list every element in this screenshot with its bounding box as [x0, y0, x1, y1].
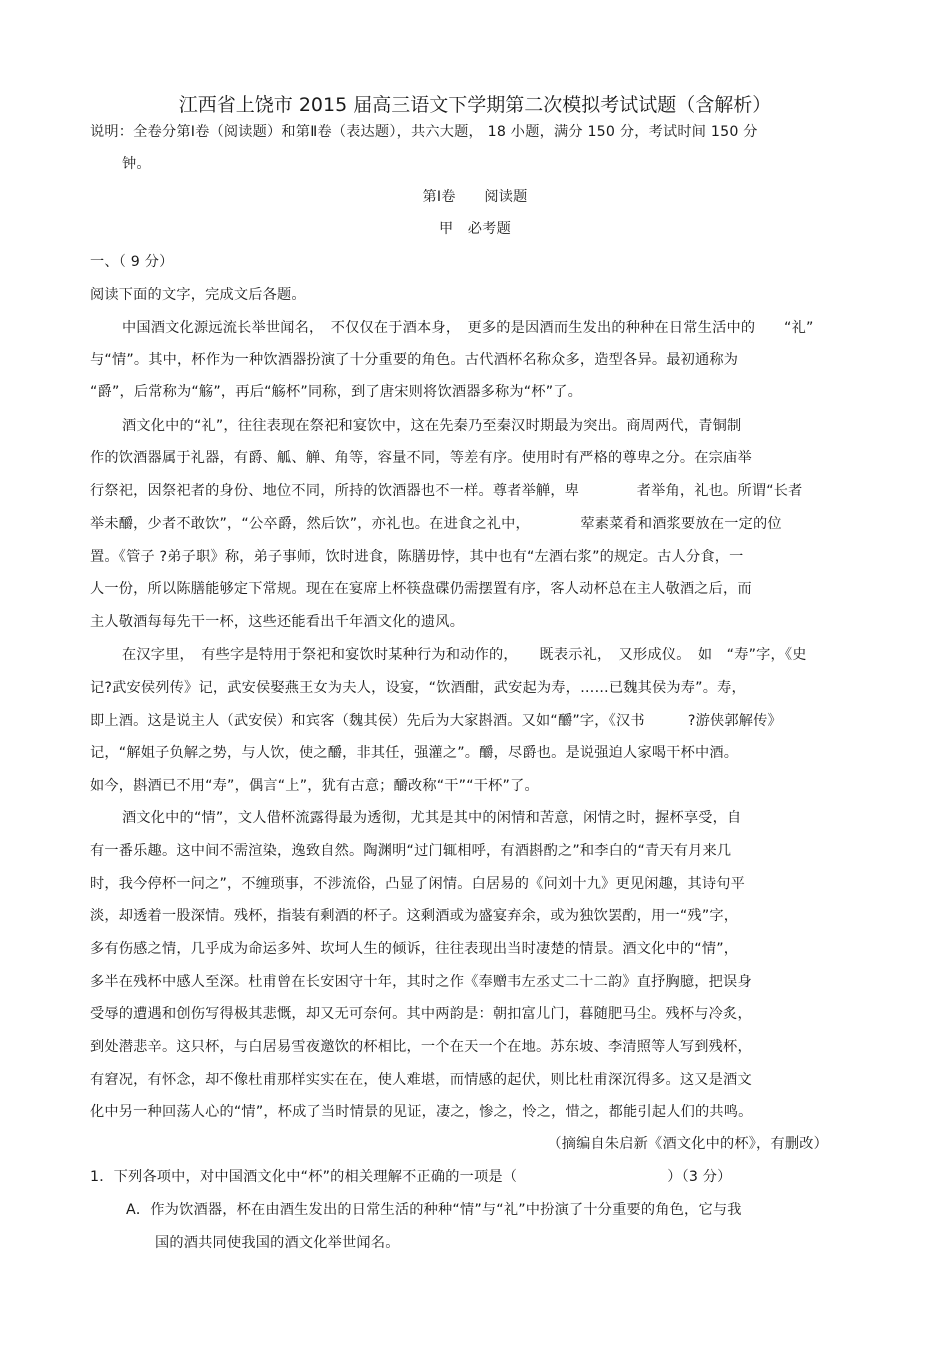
- document-title: 江西省上饶市 2015 届高三语文下学期第二次模拟考试试题（含解析）: [178, 94, 772, 116]
- question-1-score: ）（3 分）: [667, 1169, 732, 1185]
- passage-line: 中国酒文化源远流长举世闻名， 不仅仅在于酒本身， 更多的是因酒而生发出的种种在日常生活中的 “礼”: [122, 320, 814, 336]
- passage-line: 有一番乐趣。这中间不需渲染，逸致自然。陶渊明“过门辄相呼，有酒斟酌之”和李白的“青天有月来几: [90, 843, 732, 859]
- part-one-heading: 一、（ 9 分）: [90, 254, 174, 270]
- passage-line: 酒文化中的“情”，文人借杯流露得最为透彻，尤其是其中的闲情和苦意，闲情之时，握杯享受，自: [122, 810, 742, 826]
- passage-line: 行祭祀，因祭祀者的身份、地位不同，所持的饮酒器也不一样。尊者举觯，卑 者举角，礼也。所谓“长者: [90, 483, 803, 499]
- passage-line: 置。《管子 ?弟子职》称，弟子事师，饮时进食，陈膳毋悖，其中也有“左酒右浆”的规定。古人分食，一: [90, 549, 744, 565]
- passage-line: 在汉字里， 有些字是特用于祭祀和宴饮时某种行为和动作的， 既表示礼， 又形成仪。 如 “寿”字，《史: [122, 647, 807, 663]
- question-1-option-a-continued: 国的酒共同使我国的酒文化举世闻名。: [155, 1235, 400, 1251]
- passage-line: 多半在残杯中感人至深。杜甫曾在长安困守十年，其时之作《奉赠韦左丞丈二十二韵》直抒胸臆，把误身: [90, 974, 752, 990]
- section-heading: 第Ⅰ卷 阅读题: [422, 189, 528, 205]
- passage-line: 与“情”。其中，杯作为一种饮酒器扮演了十分重要的角色。古代酒杯名称众多，造型各异。最初通称为: [90, 352, 739, 368]
- exam-note-continued: 钟。: [122, 156, 151, 172]
- passage-line: 淡，却透着一股深情。残杯，指装有剩酒的杯子。这剩酒或为盛宴弃余，或为独饮罢酌，用一“残”字，: [90, 908, 739, 924]
- question-1-stem-text: 1．下列各项中，对中国酒文化中“杯”的相关理解不正确的一项是（: [90, 1169, 518, 1185]
- passage-line: 时，我今停杯一问之”，不缠琐事，不涉流俗，凸显了闲情。白居易的《问刘十九》更见闲趣，其诗句平: [90, 876, 745, 892]
- passage-line: 多有伤感之情，几乎成为命运多舛、坎坷人生的倾诉，往往表现出当时凄楚的情景。酒文化中的“情”，: [90, 941, 739, 957]
- passage-line: 到处潜悲辛。这只杯，与白居易雪夜邀饮的杯相比，一个在天一个在地。苏东坡、李清照等人写到残杯，: [90, 1039, 752, 1055]
- passage-line: 如今，斟酒已不用“寿”，偶言“上”，犹有古意；釂改称“干”“干杯”了。: [90, 778, 539, 794]
- passage-line: “爵”，后常称为“觞”，再后“觞杯”同称，到了唐宋则将饮酒器多称为“杯”了。: [90, 384, 583, 400]
- passage-line: 举未釂，少者不敢饮”，“公卒爵，然后饮”，亦礼也。在进食之礼中， 荤素菜肴和酒浆要放在一定的位: [90, 516, 782, 532]
- passage-line: 有窘况，有怀念，却不像杜甫那样实实在在，使人难堪，而情感的起伏，则比杜甫深沉得多。这又是酒文: [90, 1072, 752, 1088]
- passage-line: 作的饮酒器属于礼器，有爵、觚、觯、角等，容量不同，等差有序。使用时有严格的尊卑之分。在宗庙举: [90, 450, 752, 466]
- passage-line: 化中另一种回荡人心的“情”，杯成了当时情景的见证，凄之，惨之，怜之，惜之，都能引起人们的共鸣。: [90, 1104, 753, 1120]
- subsection-heading: 甲 必考题: [439, 221, 511, 237]
- passage-line: 即上酒。这是说主人（武安侯）和宾客（魏其侯）先后为大家斟酒。又如“釂”字，《汉书 ?游侠郭解传》: [90, 713, 782, 729]
- passage-source: （摘编自朱启新《酒文化中的杯》，有删改）: [547, 1136, 828, 1152]
- passage-line: 酒文化中的“礼”，往往表现在祭祀和宴饮中，这在先秦乃至秦汉时期最为突出。商周两代，青铜制: [122, 418, 742, 434]
- question-1-stem: [90, 1167, 732, 1187]
- passage-line: 主人敬酒每每先干一杯，这些还能看出千年酒文化的遗风。: [90, 614, 465, 630]
- reading-instruction: 阅读下面的文字，完成文后各题。: [90, 287, 306, 303]
- question-1-option-a: A．作为饮酒器，杯在由酒生发出的日常生活的种种“情”与“礼”中扮演了十分重要的角色，它与我: [126, 1202, 742, 1218]
- passage-line: 记，“解姐子负解之势，与人饮，使之釂，非其任，强灌之”。釂，尽爵也。是说强迫人家喝干杯中酒。: [90, 745, 739, 761]
- exam-note: 说明：全卷分第Ⅰ卷（阅读题）和第Ⅱ卷（表达题），共六大题， 18 小题，满分 150 分，考试时间 150 分: [90, 124, 758, 140]
- passage-line: 人一份，所以陈膳能够定下常规。现在在宴席上杯筷盘碟仍需摆置有序，客人动杯总在主人敬酒之后，而: [90, 581, 752, 597]
- passage-line: 受辱的遭遇和创伤写得极其悲慨，却又无可奈何。其中两韵是：朝扣富儿门，暮随肥马尘。残杯与冷炙，: [90, 1006, 752, 1022]
- passage-line: 记?武安侯列传》记，武安侯娶燕王女为夫人，设宴，“饮酒酣，武安起为寿，……已魏其侯为寿”。寿，: [90, 680, 746, 696]
